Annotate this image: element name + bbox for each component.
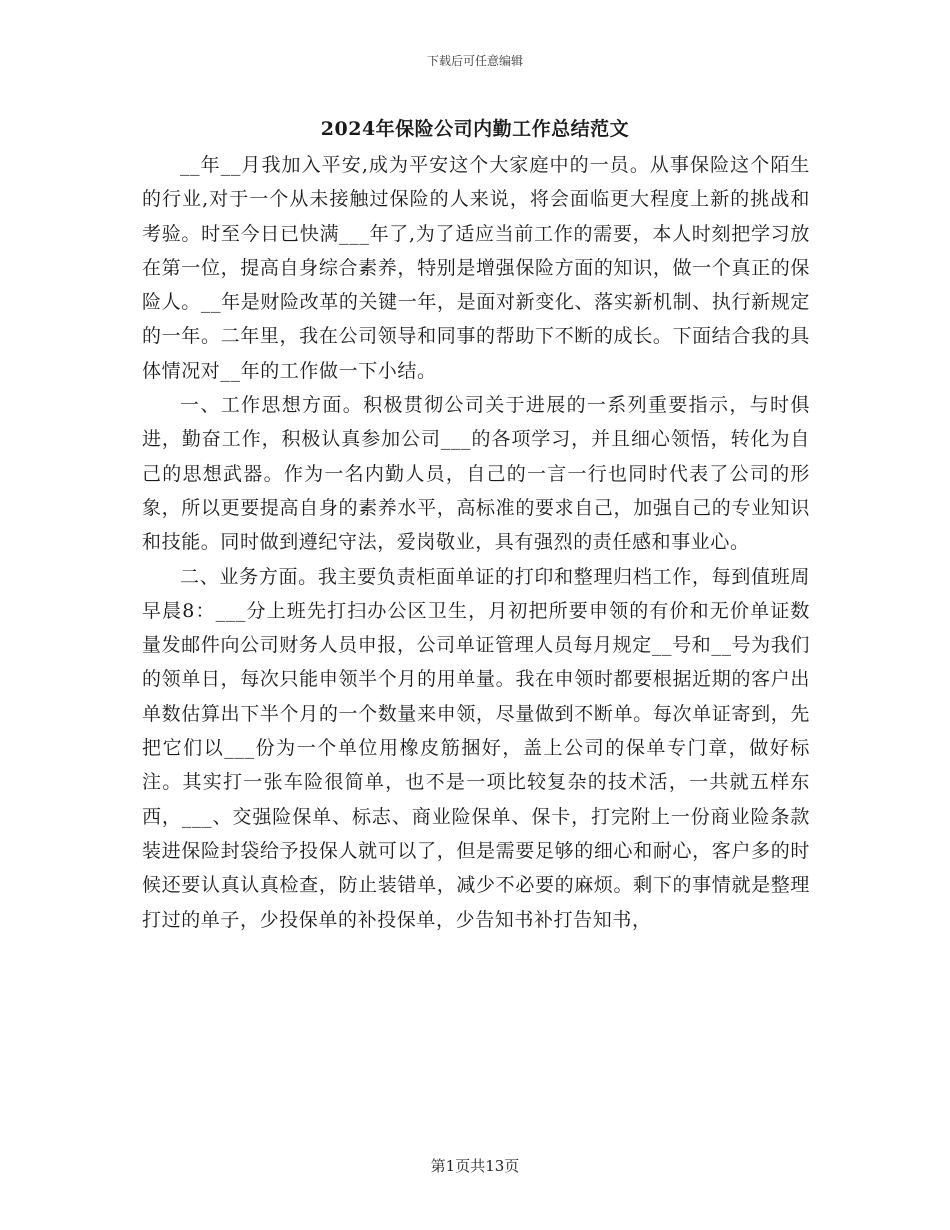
paragraph-business: 二、业务方面。我主要负责柜面单证的打印和整理归档工作，每到值班周早晨8：___分上班先打扫办公区卫生，月初把所要申领的有价和无价单证数量发邮件向公司财务人员申报，公司单证管理人员每月规定__号和__号为我们的领单日，每次只能申领半个月的用单量。我在申领时都要根据近期的客户出单数估算出下半个月的一个数量来申领，尽量做到不断单。每次单证寄到，先把它们以___份为一个单位用橡皮筋捆好，盖上公司的保单专门章，做好标注。其实打一张车险很简单，也不是一项比较复杂的技术活，一共就五样东西，___、交强险保单、标志、商业险保单、保卡，打完附上一份商业险条款装进保险封袋给予投保人就可以了，但是需要足够的细心和耐心，客户多的时候还要认真认真检查，防止装错单，减少不必要的麻烦。剩下的事情就是整理打过的单子，少投保单的补投保单，少告知书补打告知书， bbox=[142, 565, 810, 931]
paragraph-intro: __年__月我加入平安,成为平安这个大家庭中的一员。从事保险这个陌生的行业,对于一个从未接触过保险的人来说，将会面临更大程度上新的挑战和考验。时至今日已快满___年了,为了适应当前工作的需要，本人时刻把学习放在第一位，提高自身综合素养，特别是增强保险方面的知识，做一个真正的保险人。__年是财险改革的关键一年，是面对新变化、落实新机制、执行新规定的一年。二年里，我在公司领导和同事的帮助下不断的成长。下面结合我的具体情况对__年的工作做一下小结。 bbox=[142, 154, 810, 382]
document-title: 2024年保险公司内勤工作总结范文 bbox=[320, 118, 630, 140]
page-footer-number: 第1页共13页 bbox=[430, 1157, 520, 1175]
document-body bbox=[142, 148, 810, 937]
page-header-note: 下载后可任意编辑 bbox=[426, 54, 523, 68]
paragraph-work-thinking: 一、工作思想方面。积极贯彻公司关于进展的一系列重要指示，与时俱进，勤奋工作，积极认真参加公司___的各项学习，并且细心领悟，转化为自己的思想武器。作为一名内勤人员，自己的一言一行也同时代表了公司的形象，所以更要提高自身的素养水平，高标准的要求自己，加强自己的专业知识和技能。同时做到遵纪守法，爱岗敬业，具有强烈的责任感和事业心。 bbox=[142, 394, 810, 554]
